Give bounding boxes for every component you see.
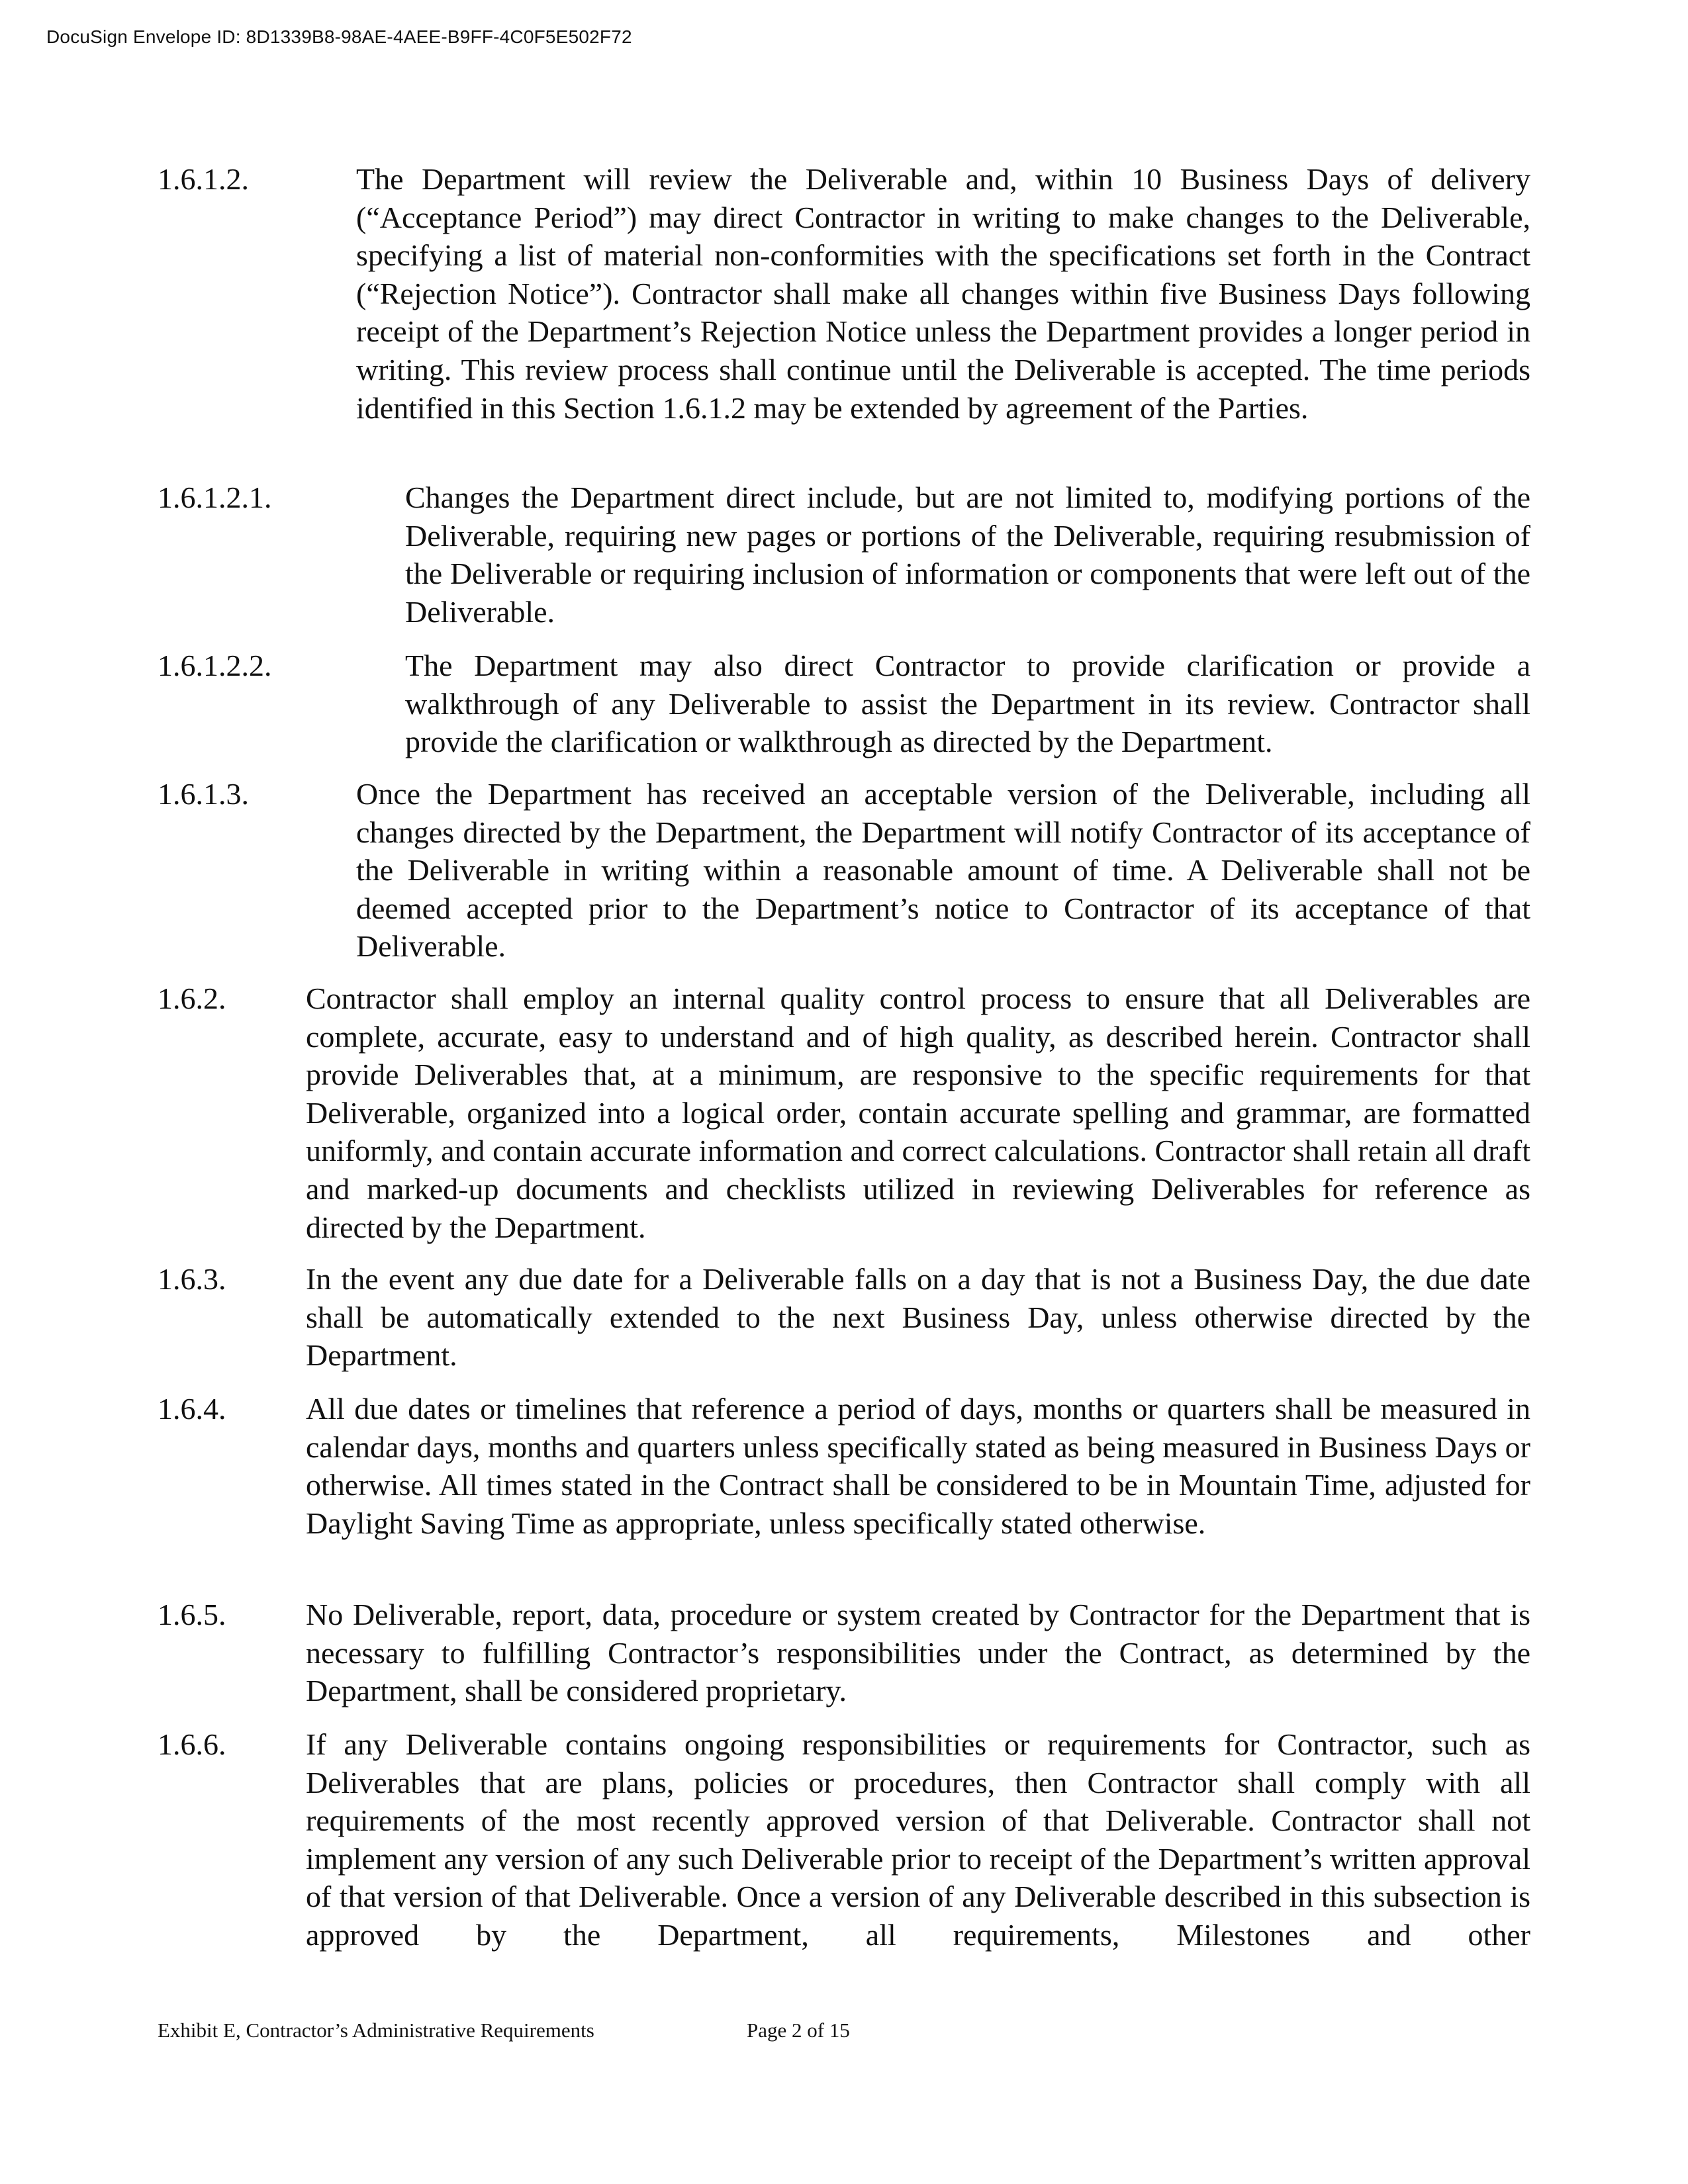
clause-number: 1.6.1.2. bbox=[158, 162, 249, 196]
clause-1-6-6 bbox=[0, 1725, 1688, 1964]
clause-text: If any Deliverable contains ongoing responsibilities or requirements for Contractor, such as Deliverables that are plans, policies or procedures, then Contractor shall comply with all requirements of the most recently approved version of that Deliverable. Contractor shall not implement any version of any such Deliverable prior to receipt of the Department’s written approval of that version of that Deliverable. Once a version of any Deliverable described in this subsection is approved by the Department, all requirements, Milestones and other bbox=[306, 1727, 1530, 1952]
docusign-envelope-id: DocuSign Envelope ID: 8D1339B8-98AE-4AEE-B9FF-4C0F5E502F72 bbox=[46, 26, 632, 47]
clause-text: Changes the Department direct include, but are not limited to, modifying portions of the Deliverable, requiring new pages or portions of the Deliverable, requiring resubmission of the Deliverable or requiring inclusion of information or components that were left out of the Deliverable. bbox=[405, 480, 1530, 629]
clause-text: The Department will review the Deliverable and, within 10 Business Days of delivery (“Acceptance Period”) may direct Contractor in writing to make changes to the Deliverable, specifying a list of material non-conformities with the specifications set forth in the Contract (“Rejection Notice”). Contractor shall make all changes within five Business Days following receipt of the Department’s Rejection Notice unless the Department provides a longer period in writing. This review process shall continue until the Deliverable is accepted. The time periods identified in this Section 1.6.1.2 may be extended by agreement of the Parties. bbox=[356, 162, 1530, 425]
clause-number: 1.6.4. bbox=[158, 1392, 226, 1426]
clause-1-6-5 bbox=[0, 1596, 1688, 1715]
clause-text: In the event any due date for a Deliverable falls on a day that is not a Business Day, the due date shall be automatically extended to the next Business Day, unless otherwise directed by the Department. bbox=[306, 1262, 1530, 1373]
clause-text: Once the Department has received an acceptable version of the Deliverable, including all changes directed by the Department, the Department will notify Contractor of its acceptance of the Deliverable in writing within a reasonable amount of time. A Deliverable shall not be deemed accepted prior to the Department’s notice to Contractor of its acceptance of that Deliverable. bbox=[356, 777, 1530, 964]
clause-1-6-3 bbox=[0, 1260, 1688, 1379]
clause-text: All due dates or timelines that reference a period of days, months or quarters shall be measured in calendar days, months and quarters unless specifically stated as being measured in Business Days or otherwise. All times stated in the Contract shall be considered to be in Mountain Time, adjusted for Daylight Saving Time as appropriate, unless specifically stated otherwise. bbox=[306, 1392, 1530, 1540]
footer-page-number: Page 2 of 15 bbox=[747, 2019, 850, 2042]
clause-text: Contractor shall employ an internal quality control process to ensure that all Deliverables are complete, accurate, easy to understand and of high quality, as described herein. Contractor shall provide Deliverables that, at a minimum, are responsive to the specific requirements for that Deliverable, organized into a logical order, contain accurate spelling and grammar, are formatted uniformly, and contain accurate information and correct calculations. Contractor shall retain all draft and marked-up documents and checklists utilized in reviewing Deliverables for reference as directed by the Department. bbox=[306, 981, 1530, 1244]
clause-number: 1.6.1.2.1. bbox=[158, 480, 272, 514]
clause-number: 1.6.3. bbox=[158, 1262, 226, 1296]
clause-number: 1.6.5. bbox=[158, 1598, 226, 1631]
clause-1-6-2 bbox=[0, 979, 1688, 1257]
clause-text: No Deliverable, report, data, procedure or system created by Contractor for the Department that is necessary to fulfilling Contractor’s responsibilities under the Contract, as determined by the Department, shall be considered proprietary. bbox=[306, 1598, 1530, 1708]
clause-text: The Department may also direct Contractor to provide clarification or provide a walkthrough of any Deliverable to assist the Department in its review. Contractor shall provide the clarification or walkthrough as directed by the Department. bbox=[405, 649, 1530, 759]
clause-1-6-4 bbox=[0, 1390, 1688, 1588]
footer-exhibit-title: Exhibit E, Contractor’s Administrative Requirements bbox=[158, 2019, 594, 2042]
clause-number: 1.6.6. bbox=[158, 1727, 226, 1761]
clause-1-6-1-2-2 bbox=[0, 647, 1688, 766]
clause-number: 1.6.2. bbox=[158, 981, 226, 1015]
clause-number: 1.6.1.2.2. bbox=[158, 649, 272, 682]
clause-1-6-1-2 bbox=[0, 160, 1688, 471]
clause-1-6-1-3 bbox=[0, 775, 1688, 974]
clause-number: 1.6.1.3. bbox=[158, 777, 249, 811]
clause-1-6-1-2-1 bbox=[0, 478, 1688, 637]
